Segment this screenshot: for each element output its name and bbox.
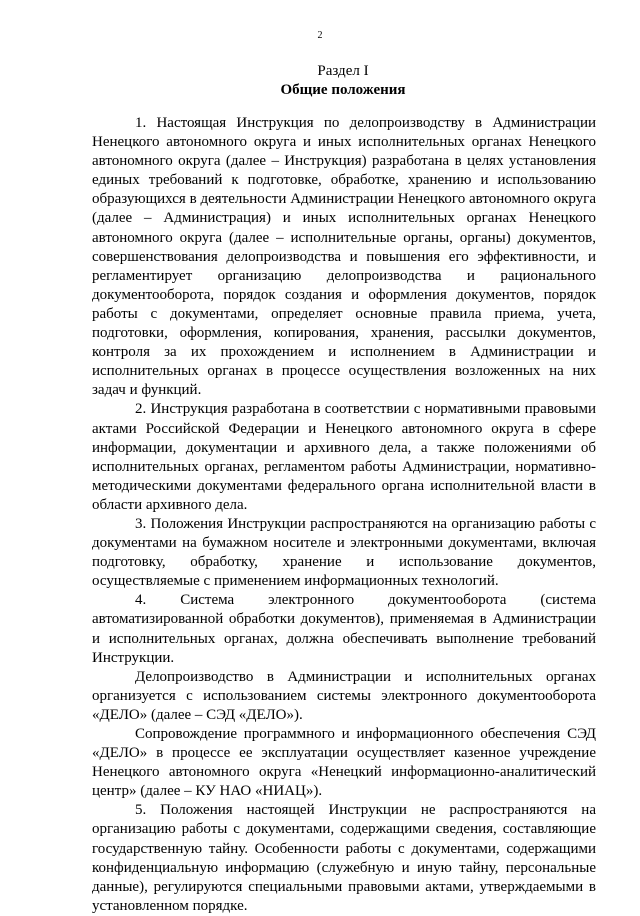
section-subtitle: Общие положения [280, 82, 406, 98]
page-number: 2 [317, 30, 323, 41]
paragraph-2: 2. Инструкция разработана в соответствии с нормативными правовыми актами Российской Федерации и Ненецкого автономного округа в сфере информации, документации и архивного дела, а также положениями об исполнительных органах, регламентом работы Администрации, нормативно-методическими документами федерального органа исполнительной власти в области архивного дела. [92, 401, 596, 513]
paragraph-5: Делопроизводство в Администрации и исполнительных органах организуется с использованием системы электронного документооборота «ДЕЛО» (далее – СЭД «ДЕЛО»). [92, 668, 596, 723]
paragraph-6: Сопровождение программного и информационного обеспечения СЭД «ДЕЛО» в процессе ее эксплуатации осуществляет казенное учреждение Ненецкого автономного округа «Ненецкий информационно-аналитический центр» (далее – КУ НАО «НИАЦ»). [92, 726, 596, 800]
section-title: Раздел I [317, 63, 369, 79]
paragraph-4: 4. Система электронного документооборота (система автоматизированной обработки документов), применяемая в Администрации и исполнительных органах, должна обеспечивать выполнение требований Инструкции. [92, 592, 596, 666]
section-heading [0, 62, 640, 100]
document-body [92, 114, 596, 916]
paragraph-7: 5. Положения настоящей Инструкции не распространяются на организацию работы с документами, содержащими сведения, составляющие государственную тайну. Особенности работы с документами, содержащими конфиденциальную информацию (служебную и иную тайну, персональные данные), регулируются специальными правовыми актами, утверждаемыми в установленном порядке. [92, 802, 596, 914]
paragraph-3: 3. Положения Инструкции распространяются на организацию работы с документами на бумажном носителе и электронными документами, включая подготовку, обработку, хранение и использование документов, осуществляемые с применением информационных технологий. [92, 515, 596, 590]
paragraph-1: 1. Настоящая Инструкция по делопроизводству в Администрации Ненецкого автономного округа и иных исполнительных органах Ненецкого автономного округа (далее – Инструкция) разработана в целях установления единых требований к подготовке, обработке, хранению и использованию образующихся в деятельности Администрации Ненецкого автономного округа (далее – Администрация) и иных исполнительных органах Ненецкого автономного округа (далее – исполнительные органы, органы) документов, совершенствования делопроизводства и повышения его эффективности, и регламентирует организацию делопроизводства и рационального документооборота, порядок создания и оформления документов, порядок работы с документами, определяет основные правила приема, учета, подготовки, оформления, копирования, хранения, рассылки документов, контроля за их прохождением и исполнением в Администрации и исполнительных органах в процессе осуществления возложенных на них задач и функций. [92, 115, 596, 399]
